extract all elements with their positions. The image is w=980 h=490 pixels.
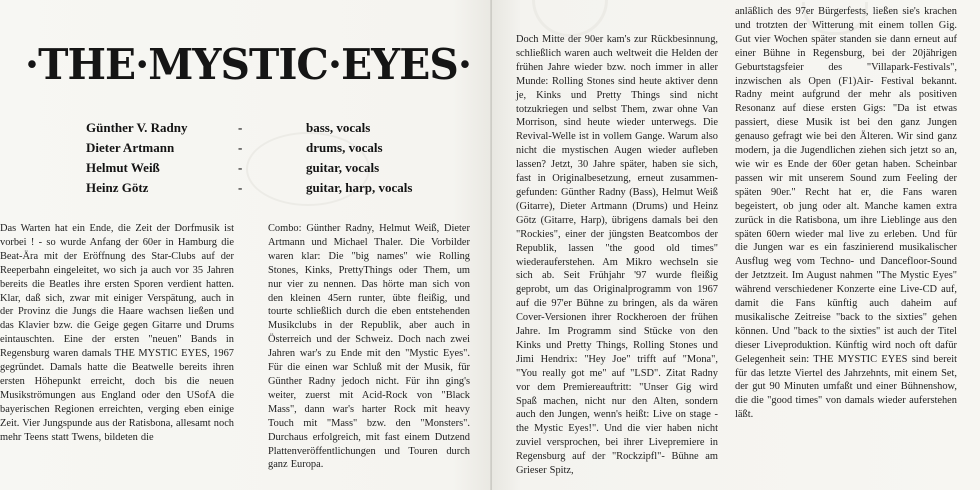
- member-role: bass, vocals: [306, 120, 371, 135]
- member-row: [86, 158, 426, 178]
- member-row: [86, 178, 426, 198]
- text-column-1: Das Warten hat ein Ende, die Zeit der Dorfmusik ist vorbei ! - so wurde Anfang der 60er in Hamburg die Beat-Ära mit der Eröffnung des Star-Clubs auf der Reeperbahn eingeleitet, wo sich ja auch vor 35 Jahren bereits die Beatles ihre ersten Sporen verdient hatten. Klar, daß sich, zwar mit einiger Verspätung, auch in der Provinz die Jungs die Haare wachsen ließen und das Klavier bzw. die Geige gegen Gitarre und Drums eintauschten. Eine der ersten "neuen" Bands in Regensburg waren damals THE MYSTIC EYES, 1967 gegründet. Damals hatte die Beatwelle bereits ihren ersten Höhepunkt erreicht, doch bis die neuen Musikströmungen aus England oder den USofA die bayerischen Regionen erreichten, verging eben einige Zeit. Vier Jungspunde aus der Ratisbona, allesamt noch mehr Teens statt Twens, bildeten die: [0, 223, 234, 443]
- member-name: Günther V. Radny: [86, 120, 188, 135]
- member-row: [86, 118, 426, 138]
- text-column-2: Combo: Günther Radny, Helmut Weiß, Dieter Artmann und Michael Thaler. Die Vorbilder waren klar: Die "big names" wie Rolling Stones, Kinks, PrettyThings oder Them, um nur vier zu nennen. Das hörte man sich von den kleinen 45ern runter, übte fleißig, und tourte schließlich durch die eben entstehenden Musikclubs in der Republik, aber auch in Österreich und der Schweiz. Doch nach zwei Jahren war's zu Ende mit den "Mystic Eyes". Für die einen war Schluß mit der Musik, für Günther Radny jedoch nicht. Für ihn ging's weiter, zuerst mit Acid-Rock von "Black Mass", dann war's harter Rock mit heavy Touch mit "Mass" bzw. den "Monsters". Durchaus erfolgreich, mit fast einem Dutzend Plattenveröffentlichungen und Touren durch ganz Europa.: [268, 223, 470, 471]
- member-dash: -: [238, 180, 243, 195]
- member-name: Helmut Weiß: [86, 160, 160, 175]
- background-watermark-shape: [532, 0, 608, 37]
- member-role: guitar, harp, vocals: [306, 180, 413, 195]
- text-column-4: anläßlich des 97er Bürgerfests, ließen sie's krachen und trotzten der Witterung mit einem tollen Gig. Gut vier Wochen später standen sie dann erneut auf einer Bühne in Regensburg, bei der 20jährigen Geburtstagsfeier des "Villapark-Festivals", inzwischen als Open (F1)Air- Festival bekannt. Radny meint aufgrund der mehr als positiven Resonanz auf diese ersten Gigs: "Da ist etwas passiert, diese Musik ist bei den ganz Jungen genauso gefragt wie bei den Älteren. Wir sind ganz modern, ja die Jugendlichen ziehen sich jetzt so an, wie wir es Ende der 60er getan haben. Scheinbar passen wir mit unserem Sound zum Feeling der späten 90er." Recht hat er, die Fans waren begeistert, ob jung oder alt. Manche kamen extra zurück in die Ratisbona, um ihre Lieblinge aus den späten 60ern wieder mal live zu erleben. Und für die Jungen war es ein faszinierend musikalischer Ausflug weg vom Techno- und Dancefloor-Sound der Jetztzeit. Im August nahmen "The Mystic Eyes" während verschiedener Konzerte eine Live-CD auf, damit die Fans künftig auch daheim auf musikalische Zeitreise "back to the sixties" gehen können. Und "back to the sixties" ist auch der Titel dieser Liveproduktion. Künftig wird noch oft dafür Gelegenheit sein: THE MYSTIC EYES sind bereit für das letzte Viertel des Jahrzehnts, mit einem Set, der gut 90 Minuten umfaßt und einer Bühnenshow, die die "good times" von damals wieder auferstehen läßt.: [735, 6, 957, 421]
- member-dash: -: [238, 160, 243, 175]
- member-dash: -: [238, 140, 243, 155]
- member-row: [86, 138, 426, 158]
- band-members-list: [86, 118, 426, 198]
- member-role: drums, vocals: [306, 140, 383, 155]
- member-name: Heinz Götz: [86, 180, 149, 195]
- member-name: Dieter Artmann: [86, 140, 175, 155]
- right-page: [492, 0, 980, 490]
- member-role: guitar, vocals: [306, 160, 380, 175]
- member-dash: -: [238, 120, 243, 135]
- text-column-3: Doch Mitte der 90er kam's zur Rückbesinnung, schließlich waren auch weltweit die Helden der frühen Jahre wieder bzw. noch immer in aller Munde: Rolling Stones sind heute aktiver denn je, Kinks und Pretty Things sind nicht totzukriegen und selbst Them, zwar ohne Van Morrison, sind heute wieder unterwegs. Die Revival-Welle ist in vollem Gange. Warum also nicht die mystischen Augen wieder aufleben lassen? Jetzt, 30 Jahre später, haben sie sich, fast in Originalbesetzung, erneut zusammen-gefunden: Günther Radny (Bass), Helmut Weiß (Gitarre), Dieter Artmann (Drums) und Heinz Götz (Gitarre, Harp), übrigens damals bei den "Rockies", einer der jüngsten Beatcombos der Republik, lassen "the good old times" wiederauferstehen. Am Mikro wechseln sie sich ab. Seit Frühjahr '97 wurde fleißig geprobt, um das Originalprogramm von 1967 auf die 97'er Bühne zu bringen, als da wären Cover-Versionen ihrer Rockheroen der frühen Jahre. Im Programm sind Stücke von den Kinks und Pretty Things, Rolling Stones und Jimi Hendrix: "Hey Joe" trifft auf "Mona", "You really got me" auf "LSD". Zitat Radny vor dem Premiereauftritt: "Unser Gig wird Spaß machen, nicht nur den Alten, sondern auch den Jungen, wenn's heißt: Live on stage - the Mystic Eyes!". Und die vier haben nicht zuviel versprochen, bei ihrer Livepremiere in Regensburg auf der "Rockzipfl"- Bühne am Grieser Spitz,: [516, 34, 718, 477]
- page-title: ·THE·MYSTIC·EYES·: [24, 40, 472, 89]
